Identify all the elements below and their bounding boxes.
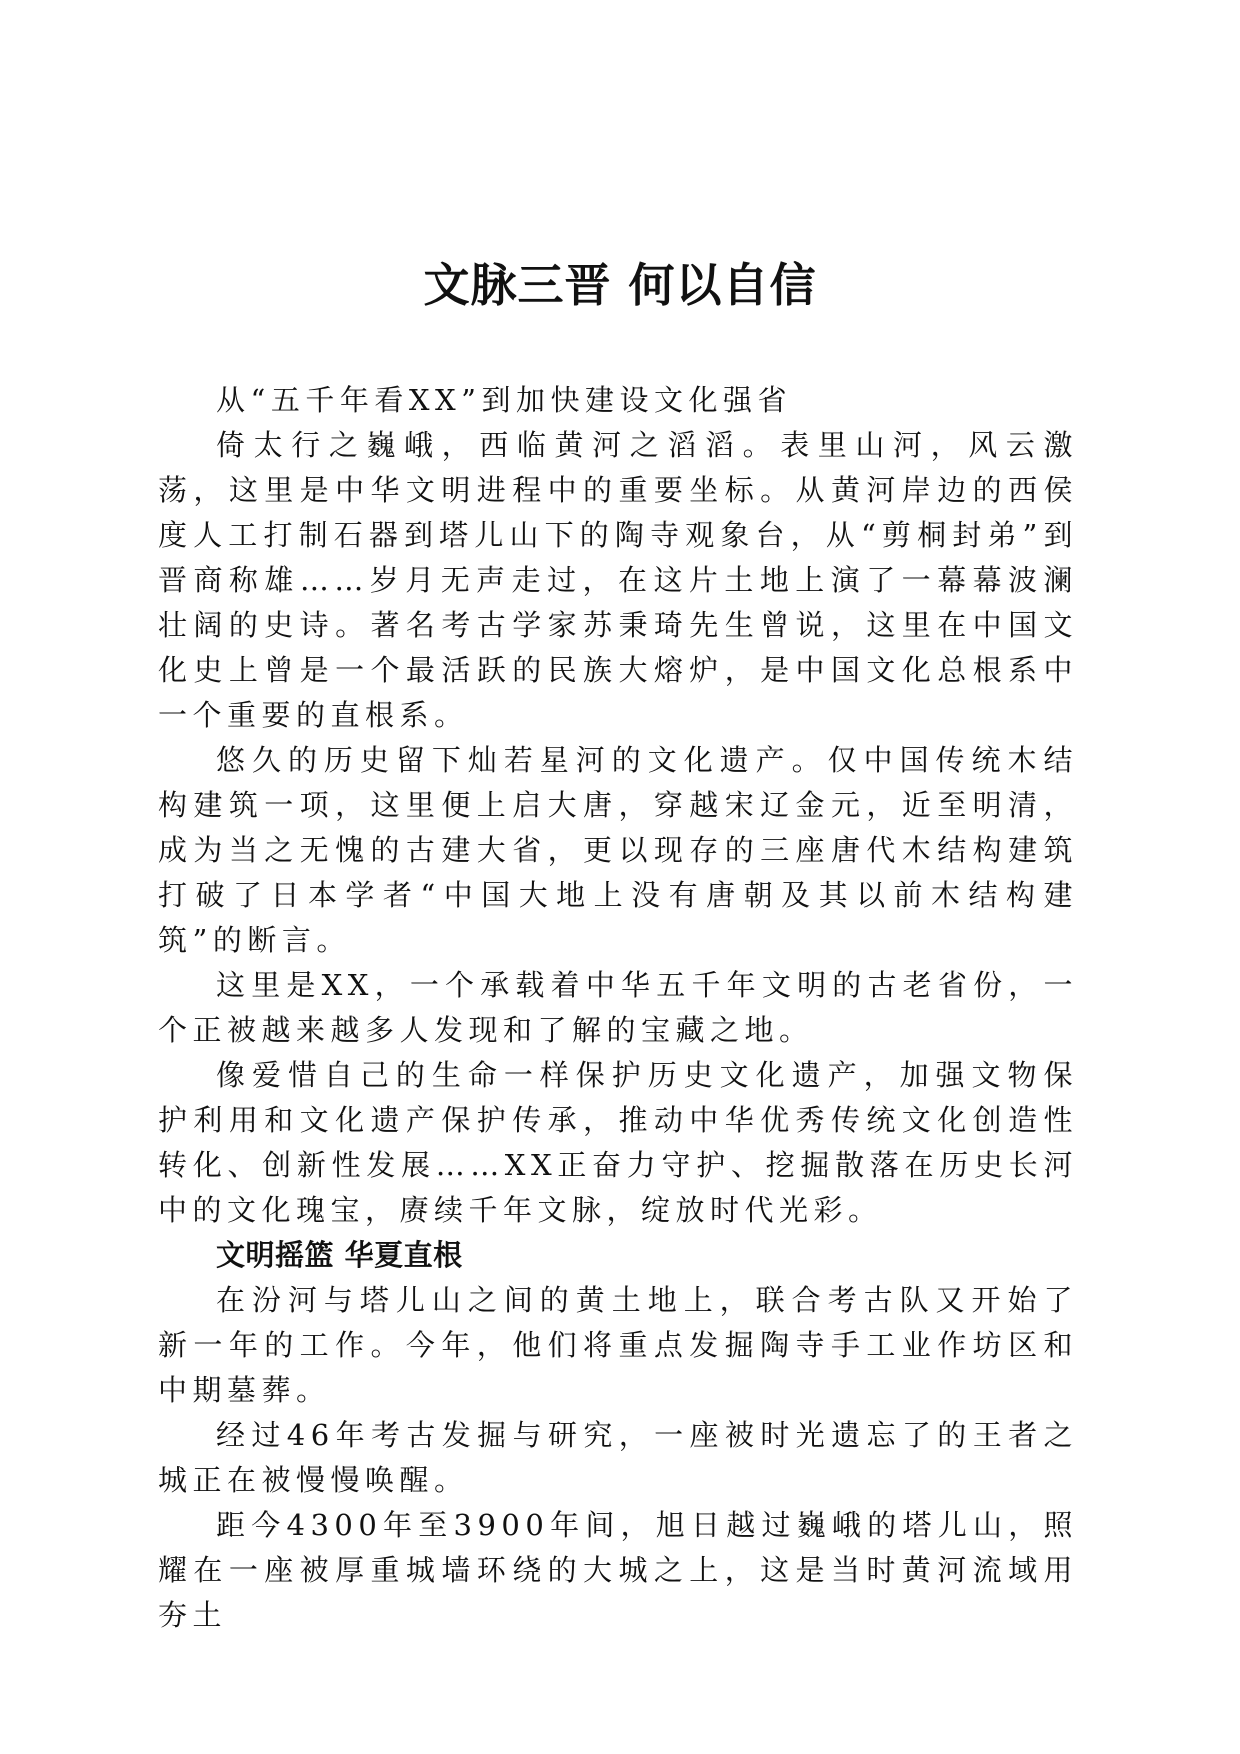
paragraph: 在汾河与塔儿山之间的黄土地上，联合考古队又开始了新一年的工作。今年，他们将重点发掘陶寺手工业作坊区和中期墓葬。: [158, 1283, 1078, 1407]
paragraph: 距今4300年至3900年间，旭日越过巍峨的塔儿山，照耀在一座被厚重城墙环绕的大城之上，这是当时黄河流域用夯土: [158, 1508, 1078, 1632]
paragraph-subtitle: 从“五千年看XX”到加快建设文化强省: [216, 383, 792, 417]
paragraph: 这里是XX，一个承载着中华五千年文明的古老省份，一个正被越来越多人发现和了解的宝藏之地。: [158, 968, 1078, 1047]
paragraph: 倚太行之巍峨，西临黄河之滔滔。表里山河，风云激荡，这里是中华文明进程中的重要坐标。从黄河岸边的西侯度人工打制石器到塔儿山下的陶寺观象台，从“剪桐封弟”到晋商称雄……岁月无声走过，在这片土地上演了一幕幕波澜壮阔的史诗。著名考古学家苏秉琦先生曾说，这里在中国文化史上曾是一个最活跃的民族大熔炉，是中国文化总根系中一个重要的直根系。: [158, 428, 1078, 732]
paragraph: 悠久的历史留下灿若星河的文化遗产。仅中国传统木结构建筑一项，这里便上启大唐，穿越宋辽金元，近至明清，成为当之无愧的古建大省，更以现存的三座唐代木结构建筑打破了日本学者“中国大地上没有唐朝及其以前木结构建筑”的断言。: [158, 743, 1078, 957]
paragraph: 经过46年考古发掘与研究，一座被时光遗忘了的王者之城正在被慢慢唤醒。: [158, 1418, 1078, 1497]
paragraph: 像爱惜自己的生命一样保护历史文化遗产，加强文物保护利用和文化遗产保护传承，推动中华优秀传统文化创造性转化、创新性发展……XX正奋力守护、挖掘散落在历史长河中的文化瑰宝，赓续千年文脉，绽放时代光彩。: [158, 1058, 1078, 1227]
document-body: [158, 378, 1078, 1638]
section-heading: 文明摇篮 华夏直根: [216, 1238, 463, 1272]
document-title: 文脉三晋 何以自信: [423, 258, 817, 312]
